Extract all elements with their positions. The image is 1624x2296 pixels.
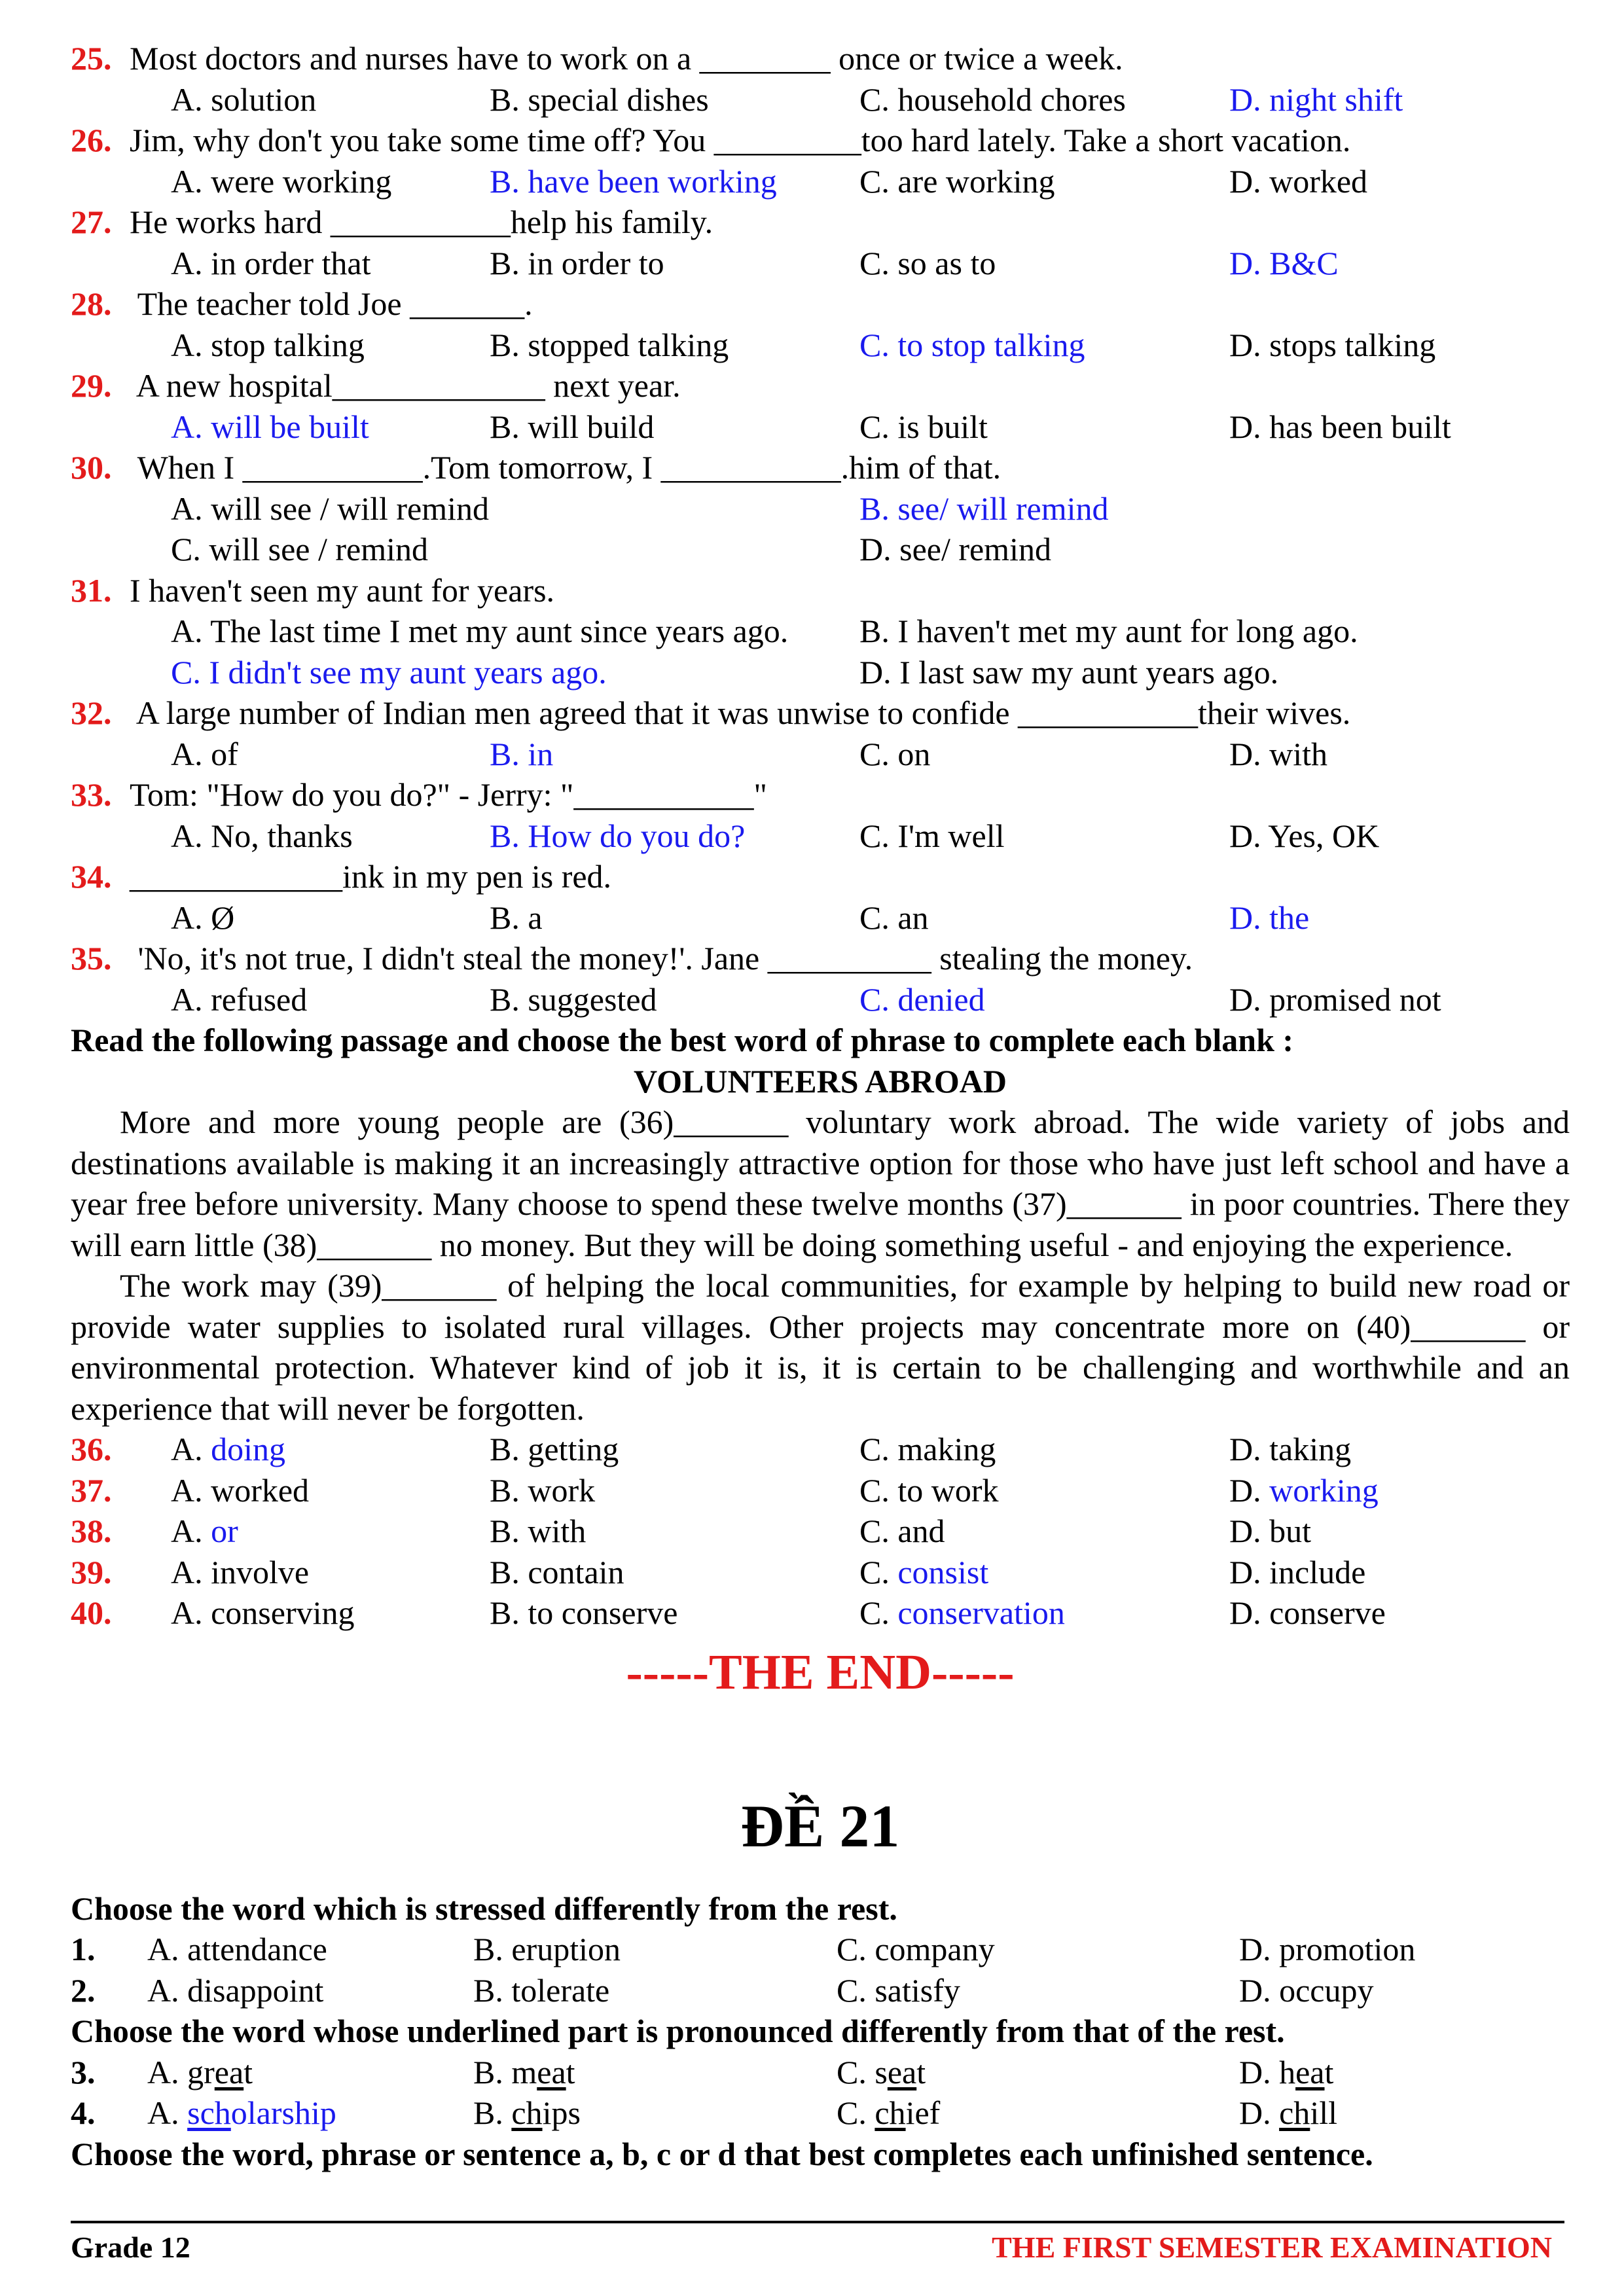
options-row (71, 816, 1570, 857)
pronunciation-question-3 (71, 2052, 1570, 2093)
question-number: 27. (71, 204, 112, 240)
question-stem: A large number of Indian men agreed that it was unwise to confide ___________their wives. (130, 694, 1351, 731)
cloze-question-row (71, 1429, 1570, 1470)
option-a[interactable]: A. in order that (171, 244, 371, 281)
question-stem-row (71, 120, 1570, 161)
option-b[interactable]: B. suggested (490, 980, 657, 1018)
option-b[interactable]: B. see/ will remind (859, 490, 1109, 527)
option-a[interactable]: A. stop talking (171, 326, 365, 363)
question-31-stem (71, 570, 1570, 611)
question-stem: Most doctors and nurses have to work on a ________ once or twice a week. (130, 40, 1123, 77)
question-number: 34. (71, 858, 112, 895)
option-b[interactable]: B. in order to (490, 244, 664, 281)
option-c[interactable]: C. are working (859, 162, 1055, 200)
option-d[interactable]: D. has been built (1229, 408, 1451, 445)
options-row (71, 734, 1570, 775)
option-c[interactable]: C. to stop talking (859, 326, 1085, 363)
question-number: 31. (71, 571, 112, 609)
option-c[interactable]: C. and (859, 1513, 945, 1549)
option-d[interactable]: D. I last saw my aunt years ago. (859, 653, 1279, 691)
option-d[interactable]: D. occupy (1239, 1971, 1374, 2009)
question-stem-row (71, 774, 1570, 816)
option-d[interactable]: D. include (1229, 1553, 1366, 1590)
option-b[interactable]: B. with (490, 1513, 586, 1549)
option-c[interactable]: C. I didn't see my aunt years ago. (171, 653, 607, 691)
passage-paragraph-1: More and more young people are (36)_______ voluntary work abroad. The wide variety of jobs and destinations available is making it an increasingly attractive option for those who have just left school and have a year free before university. Many choose to spend these twelve months (37)_______ in poor countries. There they will earn little (38)_______ no money. But they will be doing something useful - and enjoying the experience. (71, 1103, 1570, 1263)
pronunciation-question-4 (71, 2092, 1570, 2134)
option-d[interactable]: D. the (1229, 899, 1310, 936)
questions-32-35 (71, 692, 1570, 1020)
cloze-questions-36-40 (71, 1429, 1570, 1634)
option-b[interactable]: B. eruption (473, 1931, 621, 1967)
option-d[interactable]: D. B&C (1229, 244, 1339, 281)
question-number: 25. (71, 40, 112, 77)
options-row (71, 406, 1570, 448)
question-stem-row (71, 283, 1570, 325)
option-d[interactable]: D. chill (1239, 2094, 1337, 2131)
passage-paragraph-2: The work may (39)_______ of helping the local communities, for example by helping to build new road or provide water supplies to isolated rural villages. Other projects may concentrate more on (40)_______ or environmental protection. Whatever kind of job it is, it is certain to be challenging and worthwhile and an experience that will never be forgotten. (71, 1267, 1570, 1427)
question-stem: _____________ink in my pen is red. (130, 858, 612, 895)
option-a[interactable]: A. will be built (171, 408, 369, 445)
question-stem-row (71, 938, 1570, 979)
question-stem: I haven't seen my aunt for years. (130, 571, 555, 609)
question-stem: Jim, why don't you take some time off? You _________too hard lately. Take a short vacation. (130, 122, 1351, 158)
option-a[interactable]: A. or (171, 1513, 238, 1549)
question-30-stem (71, 447, 1570, 488)
option-d[interactable]: D. worked (1229, 162, 1368, 200)
option-b[interactable]: B. How do you do? (490, 817, 746, 854)
option-d[interactable]: D. taking (1229, 1431, 1352, 1467)
options-row (71, 79, 1570, 120)
option-c[interactable]: C. making (859, 1431, 996, 1467)
question-stem-row (71, 692, 1570, 734)
question-stem-row (71, 38, 1570, 79)
question-number: 30. (71, 449, 112, 486)
reading-instruction: Read the following passage and choose the best word of phrase to complete each blank : (71, 1022, 1294, 1058)
question-number: 3. (71, 2053, 96, 2090)
question-30-options-row1 (71, 488, 1570, 529)
option-a[interactable]: A. worked (171, 1471, 310, 1509)
question-number: 33. (71, 776, 112, 813)
option-a[interactable]: A. The last time I met my aunt since years ago. (171, 613, 789, 649)
option-b[interactable]: B. chips (473, 2094, 581, 2131)
option-c[interactable]: C. to work (859, 1471, 999, 1509)
options-row (71, 161, 1570, 202)
footer-exam-name: THE FIRST SEMESTER EXAMINATION (992, 2231, 1552, 2264)
option-b[interactable]: B. stopped talking (490, 326, 729, 363)
question-number: 32. (71, 694, 112, 731)
question-number: 1. (71, 1931, 96, 1967)
option-c[interactable]: C. denied (859, 980, 985, 1018)
cloze-question-row (71, 1592, 1570, 1634)
question-number: 28. (71, 285, 112, 322)
question-stem: 'No, it's not true, I didn't steal the money!'. Jane __________ stealing the money. (130, 940, 1193, 977)
option-d[interactable]: D. promotion (1239, 1931, 1416, 1967)
option-a[interactable]: A. doing (171, 1431, 286, 1467)
question-number: 37. (71, 1471, 112, 1509)
question-number: 4. (71, 2094, 96, 2131)
options-row (71, 897, 1570, 939)
question-stem-row (71, 202, 1570, 243)
option-a[interactable]: A. will see / will remind (171, 490, 490, 527)
footer-divider (71, 2221, 1564, 2223)
question-number: 26. (71, 122, 112, 158)
question-stem: When I ___________.Tom tomorrow, I ___________.him of that. (130, 449, 1001, 486)
option-a[interactable]: A. were working (171, 162, 392, 200)
question-number: 2. (71, 1971, 96, 2009)
option-b[interactable]: B. special dishes (490, 81, 709, 118)
questions-25-29 (71, 38, 1570, 447)
option-b[interactable]: B. meat (473, 2053, 575, 2090)
option-d[interactable]: D. stops talking (1229, 326, 1436, 363)
stress-question-1 (71, 1929, 1570, 1970)
option-c[interactable]: C. company (837, 1931, 995, 1967)
option-d[interactable]: D. conserve (1229, 1594, 1386, 1631)
cloze-question-row (71, 1470, 1570, 1511)
section-3-instruction: Choose the word, phrase or sentence a, b, c or d that best completes each unfinished sentence. (71, 2135, 1373, 2172)
cloze-question-row (71, 1552, 1570, 1593)
option-a[interactable]: A. of (171, 735, 238, 772)
question-31-options-row1 (71, 611, 1570, 652)
option-a[interactable]: A. conserving (171, 1594, 355, 1631)
option-a[interactable]: A. Ø (171, 899, 235, 936)
question-stem: He works hard ___________help his family. (130, 204, 713, 240)
option-d[interactable]: D. Yes, OK (1229, 817, 1380, 854)
option-b[interactable]: B. have been working (490, 162, 777, 200)
option-a[interactable]: A. involve (171, 1553, 310, 1590)
section-2-instruction: Choose the word whose underlined part is pronounced differently from that of the rest. (71, 2013, 1285, 2049)
option-c[interactable]: C. satisfy (837, 1971, 960, 2009)
option-c[interactable]: C. so as to (859, 244, 996, 281)
reading-passage (71, 1102, 1570, 1429)
option-b[interactable]: B. will build (490, 408, 655, 445)
option-d[interactable]: D. heat (1239, 2053, 1334, 2090)
option-c[interactable]: C. conservation (859, 1594, 1065, 1631)
question-number: 39. (71, 1553, 112, 1590)
option-c[interactable]: C. I'm well (859, 817, 1005, 854)
the-end-banner: -----THE END----- (626, 1644, 1015, 1700)
option-d[interactable]: D. but (1229, 1513, 1312, 1549)
option-d[interactable]: D. night shift (1229, 81, 1403, 118)
option-c[interactable]: C. is built (859, 408, 988, 445)
cloze-question-row (71, 1511, 1570, 1552)
option-c[interactable]: C. an (859, 899, 929, 936)
question-31-options-row2 (71, 652, 1570, 693)
question-stem: A new hospital_____________ next year. (130, 367, 681, 404)
question-stem: The teacher told Joe _______. (130, 285, 533, 322)
option-d[interactable]: D. promised not (1229, 980, 1441, 1018)
exam-page (71, 38, 1570, 2174)
options-row (71, 979, 1570, 1020)
question-stem: Tom: "How do you do?" - Jerry: "___________" (130, 776, 767, 813)
option-a[interactable]: A. great (147, 2053, 253, 2090)
option-c[interactable]: C. consist (859, 1553, 989, 1590)
option-c[interactable]: C. on (859, 735, 931, 772)
option-b[interactable]: B. to conserve (490, 1594, 678, 1631)
options-row (71, 243, 1570, 284)
option-b[interactable]: B. work (490, 1471, 596, 1509)
option-c[interactable]: C. will see / remind (171, 531, 428, 567)
option-b[interactable]: B. tolerate (473, 1971, 610, 2009)
option-a[interactable]: A. solution (171, 81, 317, 118)
exam-title: ĐỀ 21 (740, 1792, 900, 1859)
option-a[interactable]: A. refused (171, 980, 308, 1018)
footer-grade: Grade 12 (71, 2231, 190, 2264)
option-c[interactable]: C. chief (837, 2094, 941, 2131)
option-a[interactable]: A. scholarship (147, 2094, 336, 2131)
option-c[interactable]: C. seat (837, 2053, 926, 2090)
question-number: 29. (71, 367, 112, 404)
option-b[interactable]: B. getting (490, 1431, 619, 1467)
option-a[interactable]: A. No, thanks (171, 817, 353, 854)
question-number: 36. (71, 1431, 112, 1467)
question-number: 35. (71, 940, 112, 977)
question-number: 38. (71, 1513, 112, 1549)
passage-title: VOLUNTEERS ABROAD (634, 1062, 1007, 1100)
option-d[interactable]: D. see/ remind (859, 531, 1051, 567)
option-a[interactable]: A. disappoint (147, 1971, 324, 2009)
option-d[interactable]: D. working (1229, 1471, 1379, 1509)
option-d[interactable]: D. with (1229, 735, 1327, 772)
question-30-options-row2 (71, 529, 1570, 570)
option-c[interactable]: C. household chores (859, 81, 1126, 118)
section-1-instruction: Choose the word which is stressed differently from the rest. (71, 1890, 897, 1927)
options-row (71, 325, 1570, 366)
question-stem-row (71, 856, 1570, 897)
stress-question-2 (71, 1970, 1570, 2011)
option-b[interactable]: B. in (490, 735, 554, 772)
option-b[interactable]: B. contain (490, 1553, 624, 1590)
option-b[interactable]: B. I haven't met my aunt for long ago. (859, 613, 1358, 649)
option-b[interactable]: B. a (490, 899, 543, 936)
option-a[interactable]: A. attendance (147, 1931, 327, 1967)
question-number: 40. (71, 1594, 112, 1631)
question-stem-row (71, 365, 1570, 406)
